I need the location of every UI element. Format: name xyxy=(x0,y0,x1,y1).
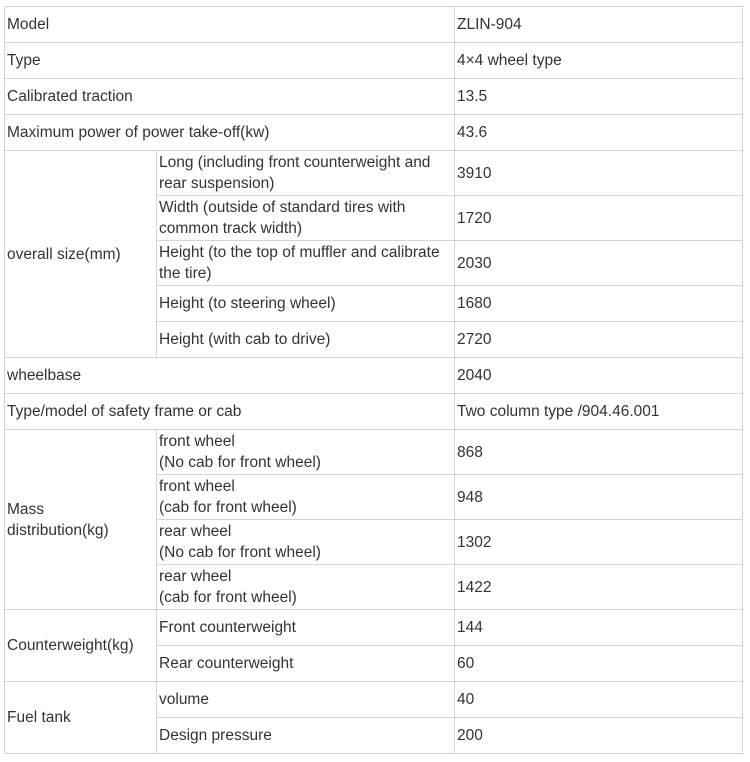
spec-value-mass-item: 1302 xyxy=(455,520,743,565)
group-label-line: Mass xyxy=(7,500,45,518)
mass-item-line: (No cab for front wheel) xyxy=(159,544,321,561)
table-row xyxy=(5,7,743,43)
table-row xyxy=(5,43,743,79)
table-row xyxy=(5,79,743,115)
table-row xyxy=(5,358,743,394)
spec-label-height-cab: Height (with cab to drive) xyxy=(157,322,455,358)
spec-label-type: Type xyxy=(5,43,455,79)
group-label-line: distribution(kg) xyxy=(7,521,109,539)
spec-label-height-muffler: Height (to the top of muffler and calibrate the tire) xyxy=(157,241,455,286)
spec-label-fuel-volume: volume xyxy=(157,682,455,718)
group-label-fuel-tank: Fuel tank xyxy=(5,682,157,754)
spec-value-width: 1720 xyxy=(455,196,743,241)
group-label-mass-distribution xyxy=(5,430,157,610)
spec-label-front-counterweight: Front counterweight xyxy=(157,610,455,646)
table-row xyxy=(5,682,743,718)
spec-value-mass-item: 868 xyxy=(455,430,743,475)
spec-value-design-pressure: 200 xyxy=(455,718,743,754)
spec-table xyxy=(4,6,743,754)
table-row xyxy=(5,151,743,196)
spec-label-design-pressure: Design pressure xyxy=(157,718,455,754)
mass-item-line: (cab for front wheel) xyxy=(159,499,297,516)
table-row xyxy=(5,394,743,430)
mass-item-line: (cab for front wheel) xyxy=(159,589,297,606)
spec-label-wheelbase: wheelbase xyxy=(5,358,455,394)
mass-item-line: front wheel xyxy=(159,478,235,495)
mass-item-line: front wheel xyxy=(159,433,235,450)
spec-label-rear-counterweight: Rear counterweight xyxy=(157,646,455,682)
spec-label-long: Long (including front counterweight and rear suspension) xyxy=(157,151,455,196)
mass-item-line: rear wheel xyxy=(159,568,232,585)
spec-label-width: Width (outside of standard tires with common track width) xyxy=(157,196,455,241)
spec-value-type: 4×4 wheel type xyxy=(455,43,743,79)
spec-value-height-steering: 1680 xyxy=(455,286,743,322)
spec-value-height-muffler: 2030 xyxy=(455,241,743,286)
spec-value-mass-item: 1422 xyxy=(455,565,743,610)
spec-label-model: Model xyxy=(5,7,455,43)
spec-value-long: 3910 xyxy=(455,151,743,196)
spec-label-traction: Calibrated traction xyxy=(5,79,455,115)
group-label-counterweight: Counterweight(kg) xyxy=(5,610,157,682)
spec-label-height-steering: Height (to steering wheel) xyxy=(157,286,455,322)
spec-label-mass-item xyxy=(157,565,455,610)
table-row xyxy=(5,115,743,151)
spec-label-mass-item xyxy=(157,475,455,520)
mass-item-line: rear wheel xyxy=(159,523,232,540)
table-row xyxy=(5,430,743,475)
spec-value-height-cab: 2720 xyxy=(455,322,743,358)
spec-value-fuel-volume: 40 xyxy=(455,682,743,718)
mass-item-line: (No cab for front wheel) xyxy=(159,454,321,471)
spec-value-rear-counterweight: 60 xyxy=(455,646,743,682)
spec-value-wheelbase: 2040 xyxy=(455,358,743,394)
spec-label-mass-item xyxy=(157,520,455,565)
spec-label-pto-power: Maximum power of power take-off(kw) xyxy=(5,115,455,151)
group-label-overall-size: overall size(mm) xyxy=(5,151,157,358)
spec-value-pto-power: 43.6 xyxy=(455,115,743,151)
spec-value-safety-frame: Two column type /904.46.001 xyxy=(455,394,743,430)
spec-value-mass-item: 948 xyxy=(455,475,743,520)
spec-label-safety-frame: Type/model of safety frame or cab xyxy=(5,394,455,430)
spec-label-mass-item xyxy=(157,430,455,475)
spec-value-front-counterweight: 144 xyxy=(455,610,743,646)
table-row xyxy=(5,610,743,646)
spec-value-traction: 13.5 xyxy=(455,79,743,115)
spec-value-model: ZLIN-904 xyxy=(455,7,743,43)
